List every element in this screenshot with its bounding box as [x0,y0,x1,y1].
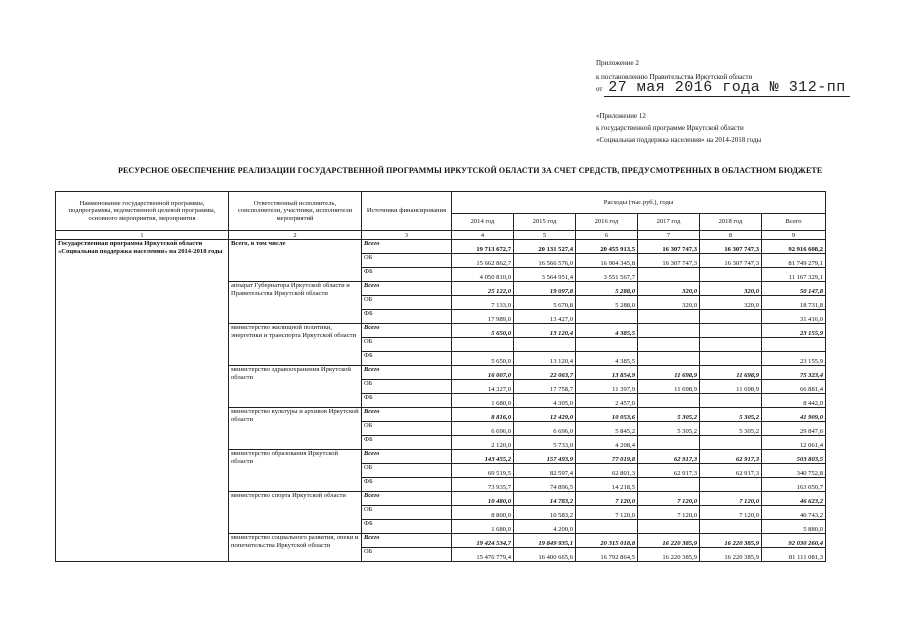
year-value-cell: 5 733,0 [514,436,576,450]
year-value-cell: 62 917,3 [700,464,762,478]
year-value-cell [700,436,762,450]
total-value-cell: 40 743,2 [762,506,826,520]
total-value-cell: 503 803,5 [762,450,826,464]
program-name-cell: Государственная программа Иркутской области «Социальная поддержка населения» на 2014-2018 годы [56,240,229,562]
total-value-cell: 29 847,6 [762,422,826,436]
year-value-cell: 25 122,0 [452,282,514,296]
total-value-cell: 23 155,9 [762,324,826,338]
year-value-cell: 73 935,7 [452,478,514,492]
header-source: Источники финансирования [362,192,452,231]
year-value-cell: 320,0 [700,296,762,310]
year-value-cell: 2 457,0 [576,394,638,408]
year-value-cell: 4 305,0 [514,394,576,408]
year-value-cell: 16 220 385,9 [638,548,700,562]
year-value-cell: 5 305,2 [638,422,700,436]
year-value-cell: 16 400 665,6 [514,548,576,562]
year-value-cell: 82 597,4 [514,464,576,478]
year-value-cell [700,478,762,492]
year-value-cell: 10 053,6 [576,408,638,422]
header-year: 2015 год [514,214,576,231]
year-value-cell: 1 680,0 [452,520,514,534]
year-value-cell: 11 698,9 [700,380,762,394]
year-value-cell [514,338,576,352]
year-value-cell [700,520,762,534]
year-value-cell: 74 896,5 [514,478,576,492]
year-value-cell: 4 385,5 [576,324,638,338]
year-value-cell: 19 097,8 [514,282,576,296]
year-value-cell: 62 917,3 [700,450,762,464]
year-value-cell: 13 120,4 [514,324,576,338]
col-number: 2 [229,231,362,240]
year-value-cell: 4 200,0 [514,520,576,534]
total-value-cell: 11 167 329,1 [762,268,826,282]
year-value-cell: 5 305,2 [700,408,762,422]
total-value-cell: 66 881,4 [762,380,826,394]
year-value-cell: 14 218,5 [576,478,638,492]
total-value-cell [762,338,826,352]
year-value-cell [638,478,700,492]
source-cell: ФБ [362,478,452,492]
year-value-cell: 8 816,0 [452,408,514,422]
handwritten-date-number: 27 мая 2016 года № 312-пп [604,79,850,97]
annex-date-line [596,79,850,96]
year-value-cell [638,268,700,282]
source-cell: ФБ [362,268,452,282]
year-value-cell: 12 429,0 [514,408,576,422]
header-year: 2017 год [638,214,700,231]
year-value-cell [700,324,762,338]
document-title: РЕСУРСНОЕ ОБЕСПЕЧЕНИЕ РЕАЛИЗАЦИИ ГОСУДАРСТВЕННОЙ ПРОГРАММЫ ИРКУТСКОЙ ОБЛАСТИ ЗА СЧЕТ СРЕДСТВ, ПРЕДУСМОТРЕННЫХ В ОБЛАСТНОМ БЮДЖЕТЕ [118,166,823,175]
source-cell: Всего [362,324,452,338]
year-value-cell: 62 917,3 [638,464,700,478]
col-number: 6 [576,231,638,240]
annex12-line2: «Социальная поддержка населения» на 2014-2018 годы [596,136,762,144]
year-value-cell: 16 307 747,3 [638,240,700,254]
year-value-cell: 2 120,0 [452,436,514,450]
year-value-cell: 11 698,9 [638,366,700,380]
total-value-cell: 92 916 608,2 [762,240,826,254]
source-cell: Всего [362,492,452,506]
source-cell: ОБ [362,422,452,436]
year-value-cell: 7 120,0 [638,506,700,520]
year-value-cell [700,310,762,324]
col-number: 8 [700,231,762,240]
header-expenses: Расходы (тыс.руб.), годы [452,192,826,214]
year-value-cell: 16 904 345,8 [576,254,638,268]
year-value-cell: 5 650,0 [452,352,514,366]
year-value-cell: 62 801,3 [576,464,638,478]
year-value-cell [452,338,514,352]
year-value-cell: 16 007,0 [452,366,514,380]
year-value-cell: 4 208,4 [576,436,638,450]
year-value-cell: 16 220 385,9 [700,548,762,562]
year-value-cell: 19 849 935,1 [514,534,576,548]
year-value-cell: 5 670,8 [514,296,576,310]
year-value-cell: 10 583,2 [514,506,576,520]
year-value-cell [576,520,638,534]
source-cell: Всего [362,282,452,296]
source-cell: ОБ [362,254,452,268]
year-value-cell: 6 696,0 [452,422,514,436]
annex-resolution-line: к постановлению Правительства Иркутской области [596,73,753,81]
year-value-cell: 16 307 747,3 [700,254,762,268]
year-value-cell: 16 307 747,3 [700,240,762,254]
annex-from-label: от [596,85,603,93]
year-value-cell: 6 696,0 [514,422,576,436]
year-value-cell [638,338,700,352]
year-value-cell: 5 305,2 [638,408,700,422]
header-year: 2018 год [700,214,762,231]
year-value-cell: 19 424 534,7 [452,534,514,548]
year-value-cell: 7 120,0 [700,506,762,520]
source-cell: ОБ [362,506,452,520]
total-value-cell: 46 623,2 [762,492,826,506]
responsible-cell: министерство жилищной политики, энергетики и транспорта Иркутской области [229,324,362,366]
year-value-cell: 10 480,0 [452,492,514,506]
source-cell: ФБ [362,310,452,324]
total-value-cell: 31 416,0 [762,310,826,324]
total-value-cell: 18 731,8 [762,296,826,310]
year-value-cell: 7 133,0 [452,296,514,310]
total-value-cell: 23 155,9 [762,352,826,366]
year-value-cell: 4 385,5 [576,352,638,366]
year-value-cell: 5 288,0 [576,282,638,296]
annex12-title: «Приложение 12 [596,112,646,120]
year-value-cell: 8 800,0 [452,506,514,520]
responsible-cell: министерство образования Иркутской области [229,450,362,492]
year-value-cell: 4 050 810,0 [452,268,514,282]
year-value-cell [576,310,638,324]
header-year: 2014 год [452,214,514,231]
year-value-cell: 13 120,4 [514,352,576,366]
source-cell: Всего [362,534,452,548]
year-value-cell: 1 680,0 [452,394,514,408]
year-value-cell: 20 131 527,4 [514,240,576,254]
year-value-cell [638,520,700,534]
source-cell: ФБ [362,436,452,450]
year-value-cell: 62 917,3 [638,450,700,464]
year-value-cell: 3 551 567,7 [576,268,638,282]
year-value-cell [638,352,700,366]
source-cell: ОБ [362,464,452,478]
year-value-cell: 5 845,2 [576,422,638,436]
source-cell: Всего [362,408,452,422]
year-value-cell: 16 220 385,9 [700,534,762,548]
year-value-cell: 15 662 862,7 [452,254,514,268]
year-value-cell: 5 650,0 [452,324,514,338]
year-value-cell [700,268,762,282]
year-value-cell: 13 427,0 [514,310,576,324]
source-cell: ФБ [362,520,452,534]
annex12-line1: к государственной программе Иркутской области [596,124,744,132]
total-value-cell: 5 880,0 [762,520,826,534]
year-value-cell: 16 792 864,5 [576,548,638,562]
year-value-cell: 5 288,0 [576,296,638,310]
year-value-cell [638,324,700,338]
source-cell: ФБ [362,394,452,408]
year-value-cell: 320,0 [700,282,762,296]
header-name: Наименование государственной программы, подпрограммы, ведомственной целевой программы, основного мероприятия, мероприятия [56,192,229,231]
year-value-cell: 17 758,7 [514,380,576,394]
table-row [56,240,826,254]
source-cell: ФБ [362,352,452,366]
total-value-cell: 340 752,8 [762,464,826,478]
year-value-cell: 17 989,0 [452,310,514,324]
resource-table [55,191,826,562]
year-value-cell: 16 566 576,0 [514,254,576,268]
col-number: 4 [452,231,514,240]
year-value-cell [700,352,762,366]
total-value-cell: 75 323,4 [762,366,826,380]
year-value-cell: 16 220 385,9 [638,534,700,548]
year-value-cell: 77 019,8 [576,450,638,464]
responsible-cell: министерство культуры и архивов Иркутской области [229,408,362,450]
year-value-cell: 7 120,0 [700,492,762,506]
year-value-cell: 20 315 018,8 [576,534,638,548]
responsible-cell: аппарат Губернатора Иркутской области и Правительства Иркутской области [229,282,362,324]
year-value-cell [700,394,762,408]
col-number: 5 [514,231,576,240]
total-value-cell: 81 749 279,1 [762,254,826,268]
year-value-cell: 19 713 672,7 [452,240,514,254]
year-value-cell: 157 493,9 [514,450,576,464]
year-value-cell: 320,0 [638,282,700,296]
total-value-cell: 8 442,0 [762,394,826,408]
source-cell: ОБ [362,548,452,562]
col-number: 7 [638,231,700,240]
total-value-cell: 50 147,8 [762,282,826,296]
header-year: 2016 год [576,214,638,231]
total-value-cell: 41 909,0 [762,408,826,422]
header-responsible: Ответственный исполнитель, соисполнители, участники, исполнители мероприятий [229,192,362,231]
year-value-cell: 69 519,5 [452,464,514,478]
year-value-cell: 15 476 779,4 [452,548,514,562]
total-value-cell: 12 061,4 [762,436,826,450]
year-value-cell: 3 564 951,4 [514,268,576,282]
responsible-cell: министерство социального развития, опеки и попечительства Иркутской области [229,534,362,562]
source-cell: Всего [362,240,452,254]
year-value-cell: 13 854,9 [576,366,638,380]
year-value-cell: 11 397,9 [576,380,638,394]
source-cell: ОБ [362,296,452,310]
year-value-cell: 16 307 747,3 [638,254,700,268]
year-value-cell: 7 120,0 [638,492,700,506]
header-year-total: Всего [762,214,826,231]
source-cell: Всего [362,366,452,380]
responsible-cell: министерство здравоохранения Иркутской области [229,366,362,408]
year-value-cell: 14 327,0 [452,380,514,394]
year-value-cell [576,338,638,352]
year-value-cell: 11 698,9 [700,366,762,380]
year-value-cell [638,394,700,408]
year-value-cell: 7 120,0 [576,506,638,520]
source-cell: ОБ [362,380,452,394]
year-value-cell: 11 698,9 [638,380,700,394]
source-cell: ОБ [362,338,452,352]
total-value-cell: 163 050,7 [762,478,826,492]
year-value-cell: 7 120,0 [576,492,638,506]
year-value-cell: 20 455 913,5 [576,240,638,254]
year-value-cell [638,310,700,324]
year-value-cell: 143 455,2 [452,450,514,464]
responsible-cell: министерство спорта Иркутской области [229,492,362,534]
column-number-row [56,231,826,240]
year-value-cell: 320,0 [638,296,700,310]
year-value-cell: 22 063,7 [514,366,576,380]
year-value-cell: 5 305,2 [700,422,762,436]
year-value-cell [638,436,700,450]
year-value-cell [700,338,762,352]
year-value-cell: 14 783,2 [514,492,576,506]
annex-title: Приложение 2 [596,59,639,67]
col-number: 3 [362,231,452,240]
responsible-cell: Всего, в том числе [229,240,362,282]
total-value-cell: 81 111 081,3 [762,548,826,562]
total-value-cell: 92 030 260,4 [762,534,826,548]
source-cell: Всего [362,450,452,464]
col-number: 1 [56,231,229,240]
col-number: 9 [762,231,826,240]
